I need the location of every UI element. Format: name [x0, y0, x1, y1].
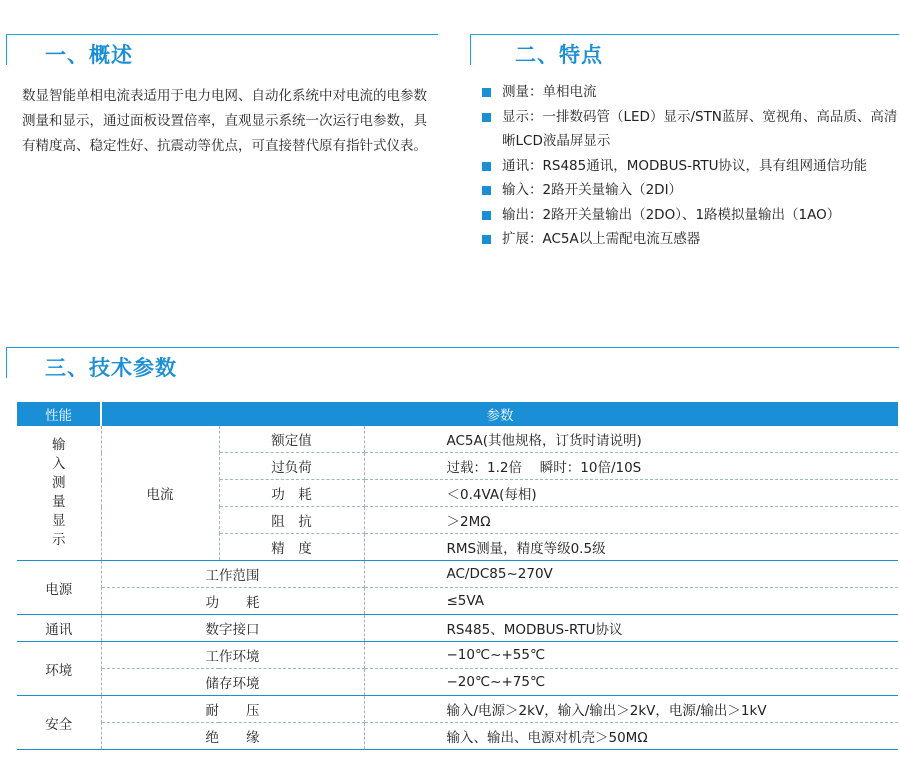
- square-bullet-icon: [482, 186, 491, 195]
- table-row: [17, 723, 898, 750]
- subcategory-cell: 电流: [101, 426, 219, 561]
- feature-text: 输入：2路开关量输入（2DI）: [502, 182, 683, 198]
- feature-text: 扩展：AC5A以上需配电流互感器: [502, 231, 701, 247]
- param-value: −20℃~+75℃: [364, 669, 898, 696]
- square-bullet-icon: [482, 162, 491, 171]
- section-specs-header: [6, 347, 899, 378]
- feature-item: [478, 178, 898, 203]
- param-name: 精 度: [219, 534, 364, 561]
- feature-item: [478, 203, 898, 228]
- param-value: AC5A(其他规格，订货时请说明): [364, 426, 898, 453]
- param-value: ＞2MΩ: [364, 507, 898, 534]
- feature-item: [478, 105, 898, 154]
- table-row: [17, 696, 898, 723]
- param-name: 数字接口: [101, 615, 364, 642]
- section-features-header: [470, 34, 899, 65]
- overview-text: 数显智能单相电流表适用于电力电网、自动化系统中对电流的电参数测量和显示，通过面板设置倍率，直观显示系统一次运行电参数，具有精度高、稳定性好、抗震动等优点，可直接替代原有指针式仪表。: [22, 88, 427, 154]
- param-value: 过载：1.2倍 瞬时：10倍/10S: [364, 453, 898, 480]
- category-cell: 输入测量显示: [17, 426, 101, 561]
- table-row: [17, 669, 898, 696]
- param-name: 储存环境: [101, 669, 364, 696]
- param-value: ≤5VA: [364, 588, 898, 615]
- table-row: [17, 642, 898, 669]
- param-name: 额定值: [219, 426, 364, 453]
- feature-text: 测量：单相电流: [502, 84, 597, 100]
- category-cell: 环境: [17, 642, 101, 696]
- feature-text: 输出：2路开关量输出（2DO）、1路模拟量输出（1AO）: [502, 206, 841, 223]
- table-row: [17, 426, 898, 453]
- section-overview-header: [6, 34, 438, 65]
- param-value: 输入、输出、电源对机壳＞50MΩ: [364, 723, 898, 750]
- table-row: [17, 615, 898, 642]
- param-name: 工作范围: [101, 561, 364, 588]
- feature-item: [478, 80, 898, 105]
- param-name: 功 耗: [101, 588, 364, 615]
- section-features-title: 二、特点: [515, 43, 603, 67]
- feature-text: 通讯：RS485通讯，MODBUS-RTU协议，具有组网通信功能: [502, 157, 867, 174]
- square-bullet-icon: [482, 88, 491, 97]
- param-name: 阻 抗: [219, 507, 364, 534]
- param-value: RS485、MODBUS-RTU协议: [364, 615, 898, 642]
- feature-item: [478, 154, 898, 179]
- param-value: 输入/电源＞2kV，输入/输出＞2kV，电源/输出＞1kV: [364, 696, 898, 723]
- param-name: 过负荷: [219, 453, 364, 480]
- feature-text: 显示：一排数码管（LED）显示/STN蓝屏、宽视角、高品质、高清晰LCD液晶屏显示: [502, 108, 898, 149]
- section-specs-title: 三、技术参数: [45, 356, 177, 380]
- table-row: [17, 588, 898, 615]
- category-cell: 电源: [17, 561, 101, 615]
- features-list: [478, 80, 898, 252]
- table-row: [17, 561, 898, 588]
- header-parameters: 参数: [101, 402, 898, 426]
- square-bullet-icon: [482, 211, 491, 220]
- param-name: 工作环境: [101, 642, 364, 669]
- square-bullet-icon: [482, 235, 491, 244]
- category-cell: 安全: [17, 696, 101, 750]
- specs-table: [17, 402, 898, 750]
- header-performance: 性能: [17, 402, 101, 426]
- param-name: 耐 压: [101, 696, 364, 723]
- category-cell: 通讯: [17, 615, 101, 642]
- param-name: 功 耗: [219, 480, 364, 507]
- param-value: AC/DC85~270V: [364, 561, 898, 588]
- param-name: 绝 缘: [101, 723, 364, 750]
- param-value: ＜0.4VA(每相): [364, 480, 898, 507]
- feature-item: [478, 227, 898, 252]
- param-value: RMS测量，精度等级0.5级: [364, 534, 898, 561]
- square-bullet-icon: [482, 113, 491, 122]
- section-overview-title: 一、概述: [45, 43, 133, 67]
- table-header-row: [17, 402, 898, 426]
- param-value: −10℃~+55℃: [364, 642, 898, 669]
